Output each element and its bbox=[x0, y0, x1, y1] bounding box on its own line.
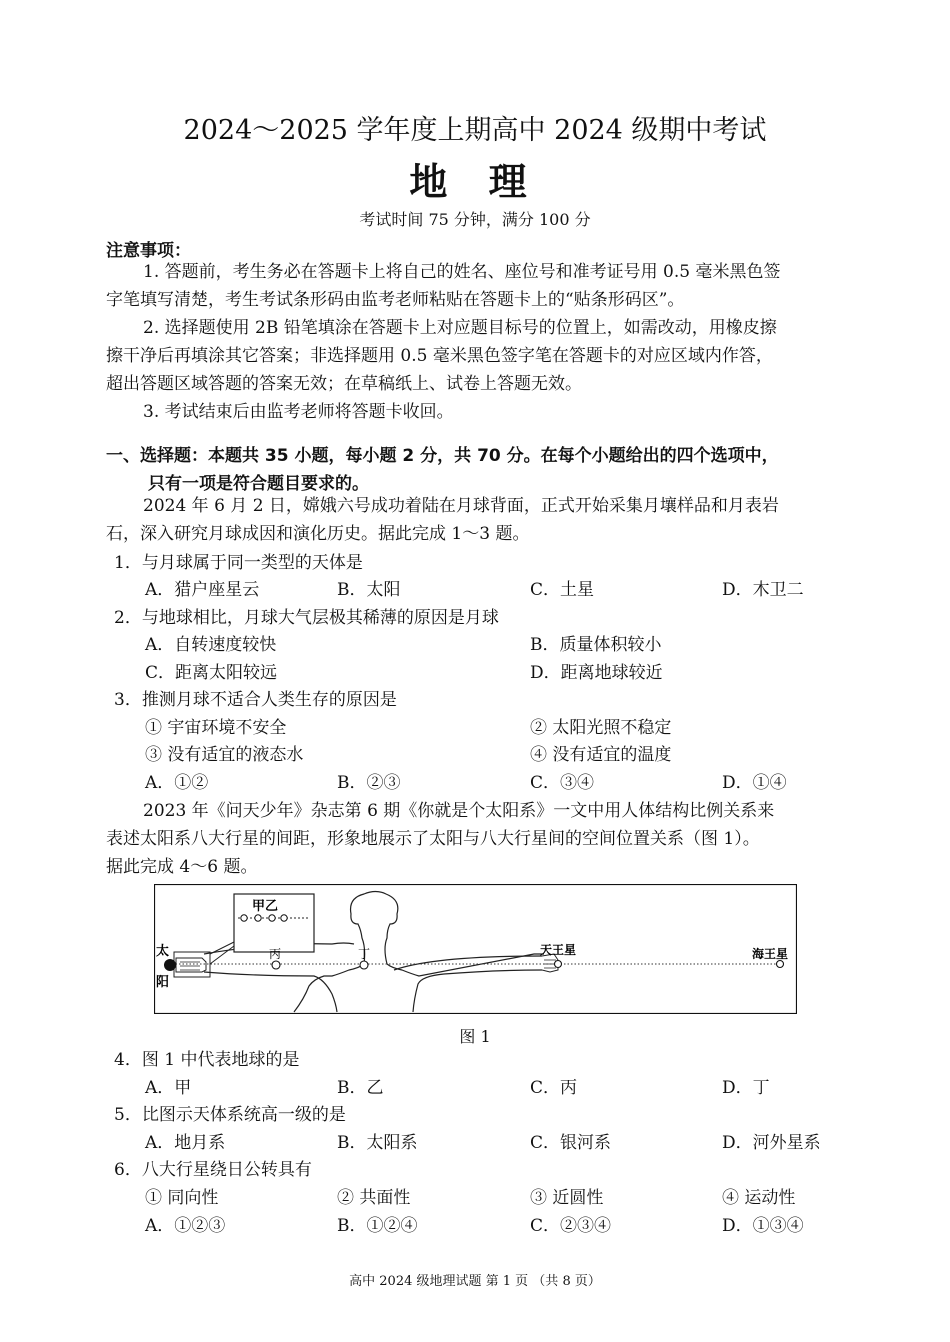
planet-bing bbox=[272, 961, 280, 969]
question-4-option-a: A．甲 bbox=[145, 1078, 192, 1098]
question-3-option-c: C．③④ bbox=[530, 773, 595, 793]
question-6-stem: 6．八大行星绕日公转具有 bbox=[114, 1160, 312, 1180]
question-6-statement-2: ② 共面性 bbox=[337, 1188, 411, 1208]
note-1-line-2: 字笔填写清楚，考生考试条形码由监考老师粘贴在答题卡上的“贴条形码区”。 bbox=[106, 290, 685, 310]
question-5-option-b: B．太阳系 bbox=[337, 1133, 418, 1153]
question-3-option-a: A．①② bbox=[145, 773, 209, 793]
inset-planet-yi bbox=[269, 915, 275, 921]
question-4-stem: 4．图 1 中代表地球的是 bbox=[114, 1050, 300, 1070]
subject-title: 地 理 bbox=[409, 159, 541, 204]
label-uranus: 天王星 bbox=[540, 943, 577, 957]
material-1-line-1: 2024 年 6 月 2 日，嫦娥六号成功着陆在月球背面，正式开始采集月壤样品和月表岩 bbox=[143, 496, 779, 516]
question-6-option-c: C．②③④ bbox=[530, 1216, 612, 1236]
question-6-option-d: D．①③④ bbox=[722, 1216, 804, 1236]
sun-dot bbox=[164, 959, 176, 971]
question-1-option-a: A．猎户座星云 bbox=[145, 580, 260, 600]
material-2-line-3: 据此完成 4～6 题。 bbox=[106, 857, 258, 877]
question-3-statement-2: ② 太阳光照不稳定 bbox=[530, 718, 672, 738]
figure-1-caption: 图 1 bbox=[459, 1027, 491, 1046]
question-2-option-d: D．距离地球较近 bbox=[530, 663, 663, 683]
right-arm-upper-edge bbox=[394, 956, 542, 970]
question-6-statement-3: ③ 近圆性 bbox=[530, 1188, 604, 1208]
section-1-heading-line-1: 一、选择题：本题共 35 小题，每小题 2 分，共 70 分。在每个小题给出的四个选项中， bbox=[106, 446, 779, 466]
inset-planet-1 bbox=[241, 915, 247, 921]
note-2-line-3: 超出答题区域答题的答案无效；在草稿纸上、试卷上答题无效。 bbox=[106, 374, 582, 394]
question-3-option-b: B．②③ bbox=[337, 773, 401, 793]
question-6-option-b: B．①②④ bbox=[337, 1216, 418, 1236]
right-arm-lower-edge bbox=[413, 970, 542, 1012]
question-3-stem: 3．推测月球不适合人类生存的原因是 bbox=[114, 690, 397, 710]
material-2-line-1: 2023 年《问天少年》杂志第 6 期《你就是个太阳系》一文中用人体结构比例关系来 bbox=[143, 801, 775, 821]
question-4-option-b: B．乙 bbox=[337, 1078, 384, 1098]
material-1-line-2: 石，深入研究月球成因和演化历史。据此完成 1～3 题。 bbox=[106, 524, 530, 544]
question-3-statement-1: ① 宇宙环境不安全 bbox=[145, 718, 287, 738]
figure-1-svg bbox=[154, 884, 797, 1014]
question-1-option-c: C．土星 bbox=[530, 580, 595, 600]
material-2-line-2: 表述太阳系八大行星的间距，形象地展示了太阳与八大行星间的空间位置关系（图 1）。 bbox=[106, 829, 760, 849]
sun-label-bottom: 阳 bbox=[156, 975, 170, 990]
label-neptune: 海王星 bbox=[752, 947, 789, 961]
question-2-stem: 2．与地球相比，月球大气层极其稀薄的原因是月球 bbox=[114, 608, 499, 628]
question-3-statement-4: ④ 没有适宜的温度 bbox=[530, 745, 672, 765]
question-5-option-d: D．河外星系 bbox=[722, 1133, 821, 1153]
question-4-option-d: D．丁 bbox=[722, 1078, 770, 1098]
question-2-option-a: A．自转速度较快 bbox=[145, 635, 277, 655]
page-footer: 高中 2024 级地理试题 第 1 页 （共 8 页） bbox=[349, 1274, 601, 1289]
planet-neptune bbox=[777, 961, 784, 968]
exam-time-note: 考试时间 75 分钟，满分 100 分 bbox=[359, 210, 591, 229]
question-5-option-c: C．银河系 bbox=[530, 1133, 612, 1153]
section-1-heading-line-2: 只有一项是符合题目要求的。 bbox=[148, 474, 369, 494]
label-ding: 丁 bbox=[358, 947, 371, 961]
figure-1-solar-system-body-diagram bbox=[154, 884, 797, 1014]
note-2-line-2: 擦干净后再填涂其它答案；非选择题用 0.5 毫米黑色签字笔在答题卡的对应区域内作答， bbox=[106, 346, 773, 366]
note-2-line-1: 2. 选择题使用 2B 铅笔填涂在答题卡上对应题目标号的位置上，如需改动，用橡皮擦 bbox=[143, 318, 777, 338]
question-2-option-b: B．质量体积较小 bbox=[530, 635, 662, 655]
question-1-stem: 1．与月球属于同一类型的天体是 bbox=[114, 553, 363, 573]
question-3-option-d: D．①④ bbox=[722, 773, 787, 793]
planet-uranus bbox=[555, 961, 562, 968]
question-6-statement-4: ④ 运动性 bbox=[722, 1188, 796, 1208]
question-1-option-b: B．太阳 bbox=[337, 580, 401, 600]
left-fingers bbox=[180, 962, 200, 970]
label-bing: 丙 bbox=[269, 947, 282, 961]
question-5-option-a: A．地月系 bbox=[145, 1133, 226, 1153]
note-3: 3. 考试结束后由监考老师将答题卡收回。 bbox=[143, 402, 454, 422]
question-1-option-d: D．木卫二 bbox=[722, 580, 804, 600]
question-5-stem: 5．比图示天体系统高一级的是 bbox=[114, 1105, 346, 1125]
question-6-statement-1: ① 同向性 bbox=[145, 1188, 219, 1208]
inset-planet-jia bbox=[255, 915, 261, 921]
notes-heading: 注意事项： bbox=[106, 241, 191, 261]
question-2-option-c: C．距离太阳较远 bbox=[145, 663, 278, 683]
question-6-option-a: A．①②③ bbox=[145, 1216, 226, 1236]
sun-label-top: 太 bbox=[156, 944, 170, 959]
label-jia-yi: 甲乙 bbox=[252, 899, 279, 914]
question-3-statement-3: ③ 没有适宜的液态水 bbox=[145, 745, 304, 765]
note-1-line-1: 1. 答题前，考生务必在答题卡上将自己的姓名、座位号和准考证号用 0.5 毫米黑色签 bbox=[143, 262, 781, 282]
planet-ding bbox=[360, 961, 368, 969]
inset-planet-4 bbox=[281, 915, 287, 921]
question-4-option-c: C．丙 bbox=[530, 1078, 578, 1098]
left-arm-lower-edge bbox=[204, 972, 337, 1012]
exam-title: 2024～2025 学年度上期高中 2024 级期中考试 bbox=[183, 115, 767, 146]
